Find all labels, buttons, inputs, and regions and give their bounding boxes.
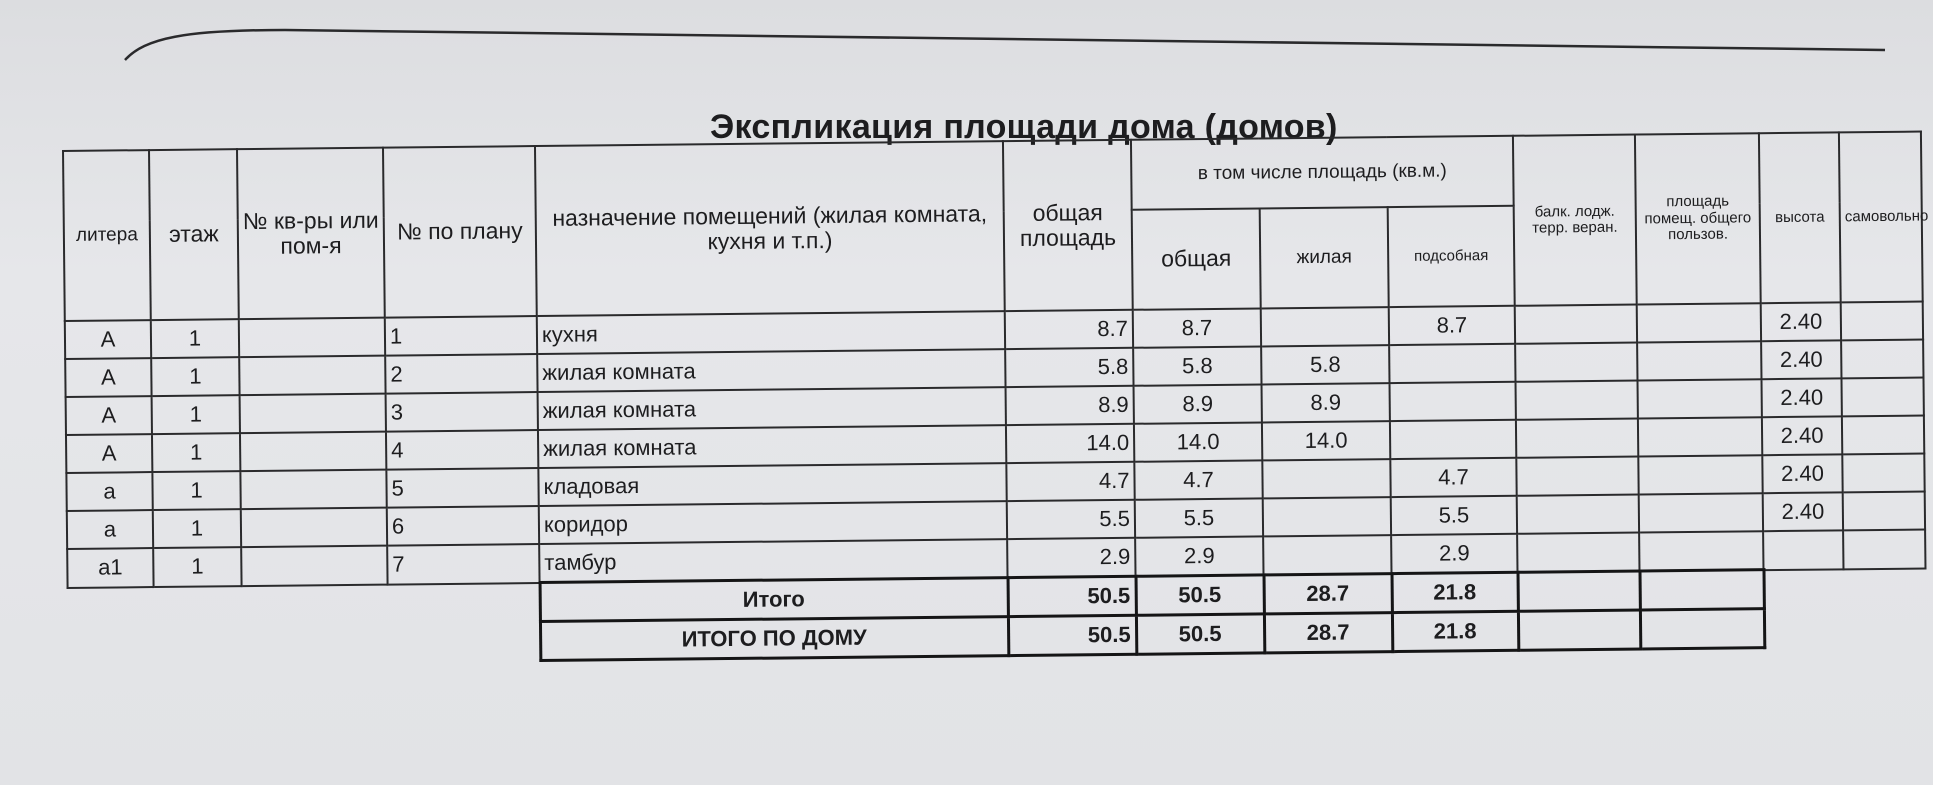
- grand-total-area-sum: 50.5: [1008, 615, 1136, 655]
- cell-floor: 1: [151, 319, 239, 358]
- total-living-sum: 28.7: [1264, 574, 1392, 614]
- grand-total-common-sum: [1640, 609, 1764, 649]
- cell-height: 2.40: [1761, 340, 1841, 379]
- cell-height: [1763, 530, 1843, 569]
- total-incl-sum: 50.5: [1136, 575, 1264, 615]
- cell-purpose: кладовая: [538, 463, 1006, 506]
- cell-total: 8.9: [1006, 386, 1134, 425]
- cell-common: [1638, 455, 1762, 494]
- cell-balcony: [1515, 343, 1637, 382]
- grand-total-auxiliary-sum: 21.8: [1392, 611, 1518, 651]
- cell-total: 14.0: [1006, 424, 1134, 463]
- cell-common: [1639, 531, 1763, 571]
- explication-table: [62, 131, 1927, 667]
- grand-total-balcony-sum: [1518, 610, 1640, 650]
- cell-common: [1637, 303, 1761, 342]
- cell-self: [1842, 454, 1924, 493]
- cell-living: [1263, 497, 1391, 536]
- cell-plan-no: 7: [387, 544, 539, 584]
- cell-apartment: [240, 394, 386, 434]
- total-auxiliary-sum: 21.8: [1392, 572, 1518, 612]
- cell-total: 4.7: [1006, 462, 1134, 501]
- cell-self: [1841, 302, 1923, 341]
- cell-incl-total: 8.9: [1134, 384, 1262, 423]
- cell-apartment: [239, 356, 385, 396]
- cell-balcony: [1517, 495, 1639, 534]
- header-including-total: общая: [1132, 208, 1261, 309]
- cell-incl-total: 8.7: [1133, 308, 1261, 347]
- cell-living: 14.0: [1262, 421, 1390, 460]
- header-apartment-no: № кв-ры или пом-я: [237, 148, 385, 320]
- cell-apartment: [241, 508, 387, 548]
- cell-total: 8.7: [1005, 310, 1133, 349]
- header-common-area: площадь помещ. общего пользов.: [1635, 133, 1761, 304]
- header-including-auxiliary: подсобная: [1388, 206, 1515, 307]
- cell-apartment: [240, 470, 386, 510]
- cell-living: [1261, 307, 1389, 346]
- cell-floor: 1: [152, 471, 240, 510]
- cell-purpose: тамбур: [539, 539, 1007, 582]
- header-including-living: жилая: [1260, 207, 1389, 308]
- cell-plan-no: 4: [386, 430, 538, 470]
- top-rule-line: [125, 8, 1885, 68]
- header-balcony: балк. лодж. терр. веран.: [1513, 135, 1637, 306]
- cell-litera: А: [66, 396, 152, 435]
- cell-floor: 1: [152, 433, 240, 472]
- cell-incl-total: 5.8: [1133, 346, 1261, 385]
- cell-apartment: [240, 432, 386, 472]
- cell-common: [1639, 493, 1763, 532]
- cell-height: 2.40: [1762, 378, 1842, 417]
- explication-table-wrap: [62, 131, 1927, 667]
- cell-plan-no: 6: [387, 506, 539, 546]
- cell-litera: А: [65, 320, 151, 359]
- cell-auxiliary: 2.9: [1391, 534, 1517, 574]
- cell-living: 8.9: [1262, 383, 1390, 422]
- cell-incl-total: 2.9: [1135, 536, 1263, 576]
- cell-living: [1262, 459, 1390, 498]
- cell-common: [1638, 417, 1762, 456]
- cell-self: [1842, 416, 1924, 455]
- cell-auxiliary: 4.7: [1390, 458, 1516, 497]
- grand-total-spacer: [68, 622, 540, 666]
- cell-auxiliary: [1390, 420, 1516, 459]
- cell-litera: а: [67, 510, 153, 549]
- header-floor: этаж: [149, 149, 239, 320]
- cell-litera: а: [66, 472, 152, 511]
- cell-litera: А: [65, 358, 151, 397]
- cell-floor: 1: [152, 395, 240, 434]
- cell-plan-no: 2: [385, 354, 537, 394]
- cell-self: [1843, 492, 1925, 531]
- header-height: высота: [1759, 132, 1841, 303]
- grand-total-incl-sum: 50.5: [1136, 614, 1264, 654]
- cell-incl-total: 5.5: [1135, 498, 1263, 537]
- cell-self: [1841, 340, 1923, 379]
- cell-floor: 1: [151, 357, 239, 396]
- cell-incl-total: 4.7: [1134, 460, 1262, 499]
- cell-living: [1263, 535, 1391, 575]
- cell-apartment: [239, 318, 385, 358]
- cell-plan-no: 3: [386, 392, 538, 432]
- header-litera: литера: [63, 150, 151, 321]
- cell-purpose: коридор: [539, 501, 1007, 544]
- cell-floor: 1: [153, 547, 241, 586]
- cell-height: 2.40: [1763, 492, 1843, 531]
- total-balcony-sum: [1518, 571, 1640, 611]
- cell-total: 2.9: [1007, 538, 1135, 578]
- grand-total-living-sum: 28.7: [1264, 613, 1392, 653]
- cell-common: [1638, 379, 1762, 418]
- cell-common: [1637, 341, 1761, 380]
- total-row-tail: [1764, 568, 1926, 609]
- cell-balcony: [1516, 419, 1638, 458]
- header-plan-no: № по плану: [383, 146, 537, 318]
- total-area-sum: 50.5: [1008, 576, 1136, 616]
- cell-self: [1843, 530, 1925, 569]
- cell-litera: А: [66, 434, 152, 473]
- cell-auxiliary: 8.7: [1389, 306, 1515, 345]
- header-self-built: самовольно: [1839, 132, 1923, 303]
- header-purpose: назначение помещений (жилая комната, кухня и т.п.): [535, 141, 1005, 316]
- cell-total: 5.8: [1005, 348, 1133, 387]
- grand-total-label: ИТОГО ПО ДОМУ: [540, 617, 1008, 661]
- cell-height: 2.40: [1762, 416, 1842, 455]
- cell-plan-no: 1: [385, 316, 537, 356]
- cell-auxiliary: 5.5: [1391, 496, 1517, 535]
- cell-height: 2.40: [1761, 302, 1841, 341]
- cell-auxiliary: [1389, 344, 1515, 383]
- cell-purpose: кухня: [537, 311, 1005, 354]
- cell-living: 5.8: [1261, 345, 1389, 384]
- cell-balcony: [1515, 305, 1637, 344]
- grand-total-tail: [1764, 607, 1926, 648]
- cell-balcony: [1516, 457, 1638, 496]
- cell-incl-total: 14.0: [1134, 422, 1262, 461]
- cell-height: 2.40: [1762, 454, 1842, 493]
- cell-total: 5.5: [1007, 500, 1135, 539]
- cell-purpose: жилая комната: [538, 387, 1006, 430]
- cell-balcony: [1517, 533, 1639, 573]
- total-row-spacer: [68, 583, 540, 627]
- cell-apartment: [241, 546, 387, 586]
- cell-auxiliary: [1390, 382, 1516, 421]
- cell-self: [1842, 378, 1924, 417]
- cell-purpose: жилая комната: [538, 425, 1006, 468]
- cell-plan-no: 5: [386, 468, 538, 508]
- document-title: Экспликация площади дома (домов): [710, 108, 1338, 146]
- header-including-group: в том числе площадь (кв.м.): [1131, 136, 1514, 210]
- total-common-sum: [1640, 570, 1764, 610]
- cell-litera: а1: [67, 548, 153, 587]
- cell-balcony: [1516, 381, 1638, 420]
- total-label: Итого: [540, 578, 1008, 622]
- cell-floor: 1: [153, 509, 241, 548]
- header-total-area: общая площадь: [1003, 140, 1133, 311]
- cell-purpose: жилая комната: [537, 349, 1005, 392]
